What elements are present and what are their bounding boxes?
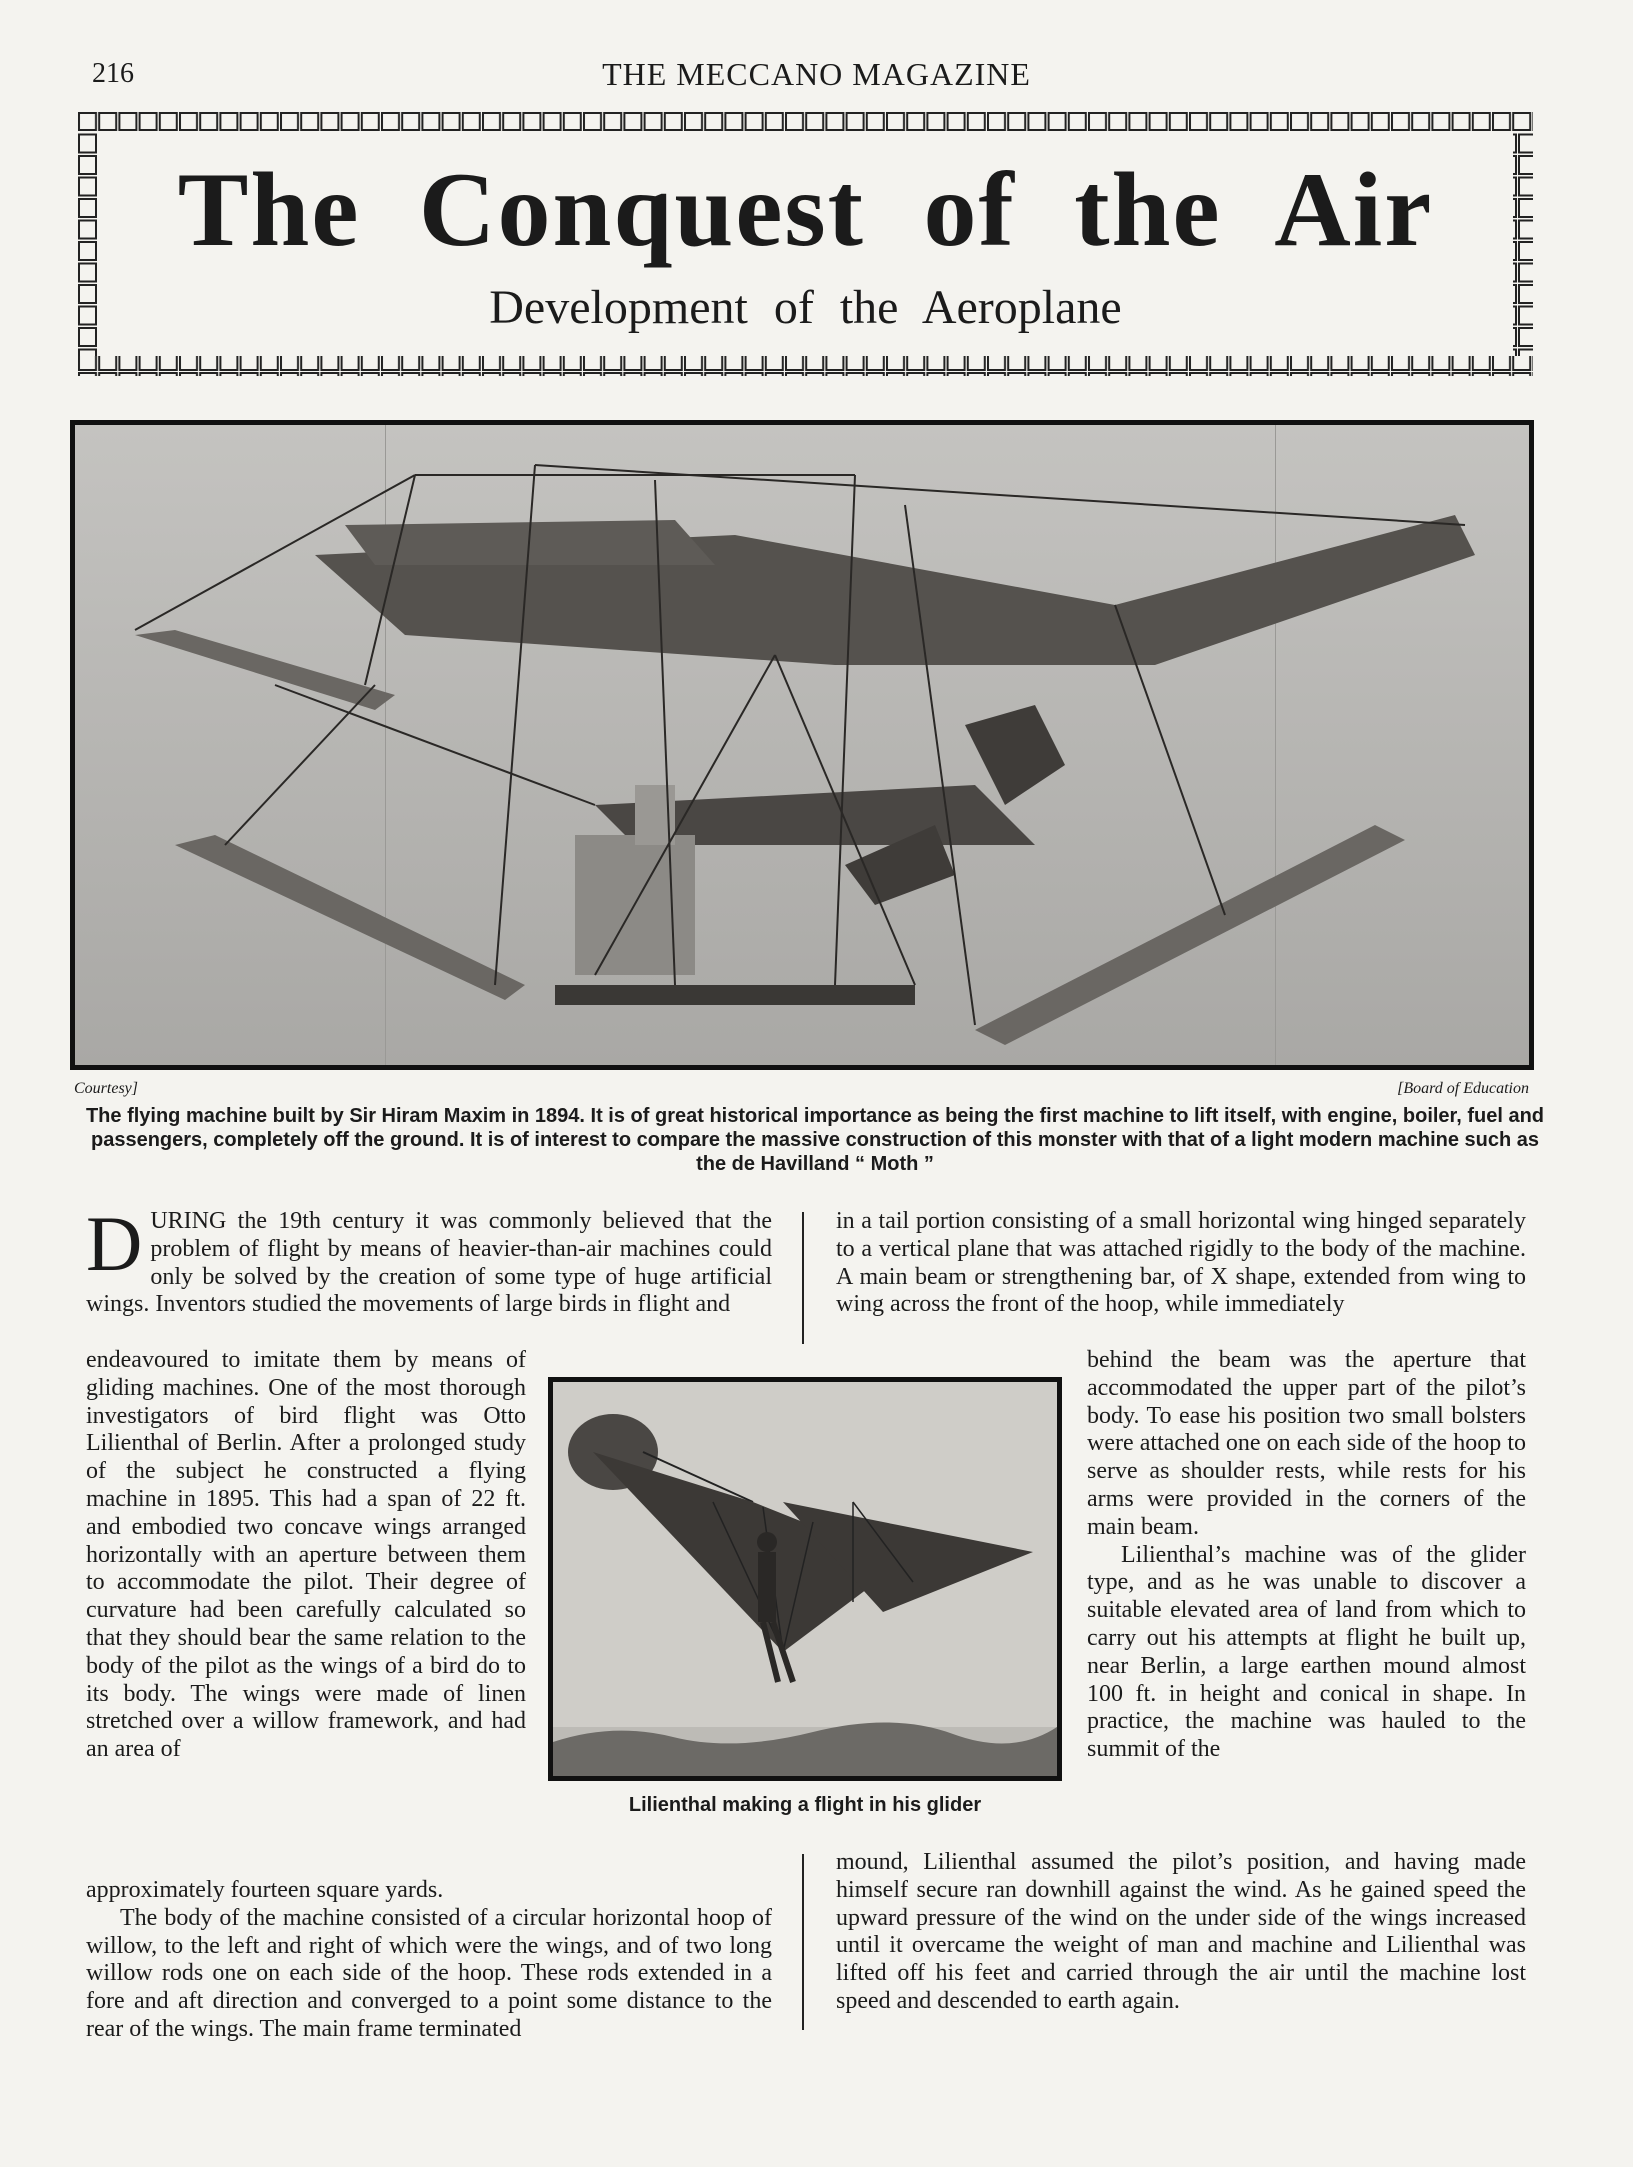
glider-figure-caption: Lilienthal making a flight in his glider [628, 1794, 982, 1816]
body-paragraph: The body of the machine consisted of a circular horizontal hoop of willow, to the left and right of which were the wings, and of two long willow rods one on each side of the hoop. These rods extended in a fore and aft direction and converged to a point some distance to the rear of the wings. The main frame terminated [86, 1904, 772, 2042]
main-figure-caption: The flying machine built by Sir Hiram Maxim in 1894. It is of great historical importance as being the first machine to lift itself, with engine, boiler, fuel and passengers, completely off the ground. It is of interest to compare the massive construction of this monster with that of a light modern machine such as the de Havilland “ Moth ” [85, 1105, 1545, 1175]
body-column-left-bottom [86, 1877, 772, 2044]
body-paragraph: mound, Lilienthal assumed the pilot’s position, and having made himself secure ran downhill against the wind. As he gained speed the upward pressure of the wind on the under side of the wings increased until it overcame the weight of man and machine and Lilienthal was lifted off his feet and carried through the air until the machine lost speed and descended to earth again. [836, 1849, 1526, 2014]
body-column-left-top [86, 1200, 772, 1319]
title-box [78, 112, 1533, 376]
maxim-flying-machine-photo [70, 420, 1534, 1070]
body-paragraph: approximately fourteen square yards. [86, 1877, 444, 1903]
photo-credit-right: [Board of Education [1397, 1080, 1529, 1097]
photo-credit-left: Courtesy] [74, 1080, 138, 1097]
body-paragraph: endeavoured to imitate them by means of gliding machines. One of the most thorough investigators of bird flight was Otto Lilienthal of Berlin. After a prolonged study of the subject he constructed a flying machine in 1895. This had a span of 22 ft. and embodied two concave wings arranged horizontally with an aperture between them to accommodate the pilot. Their degree of curvature had been carefully calculated so that they should bear the same relation to the body of the pilot as the wings of a bird do to its body. The wings were made of linen stretched over a willow framework, and had an area of [86, 1347, 526, 1763]
column-divider [802, 1212, 804, 1344]
article-subtitle: Development of the Aeroplane [489, 281, 1122, 334]
page-number: 216 [92, 58, 134, 89]
article-title: The Conquest of the Air [177, 151, 1434, 268]
body-paragraph: behind the beam was the aperture that accommodated the upper part of the pilot’s body. To ease his position two small bolsters were attached one on each side of the hoop to serve as shoulder rests, while rests for his arms were provided in the corners of the main beam. [1087, 1347, 1526, 1540]
body-paragraph: URING the 19th century it was commonly believed that the problem of flight by means of heavier-than-air machines could only be solved by the creation of some type of huge artificial wings. Inventors studied the movements of large birds in flight and [86, 1208, 772, 1318]
body-column-left-wrap [86, 1347, 526, 1764]
lilienthal-glider-photo [548, 1377, 1062, 1781]
drop-cap: D [86, 1200, 143, 1287]
body-column-right-bottom [836, 1849, 1526, 2016]
magazine-title: THE MECCANO MAGAZINE [602, 56, 1031, 92]
body-paragraph: in a tail portion consisting of a small horizontal wing hinged separately to a vertical plane that was attached rigidly to the body of the machine. A main beam or strengthening bar, of X shape, extended from wing to wing across the front of the hoop, while immediately [836, 1208, 1526, 1318]
body-column-right-wrap [1087, 1347, 1526, 1764]
body-column-right-top [836, 1208, 1526, 1319]
body-paragraph: Lilienthal’s machine was of the glider type, and as he was unable to discover a suitable elevated area of land from which to carry out his attempts at flight he built up, near Berlin, a large earthen mound almost 100 ft. in height and conical in shape. In practice, the machine was hauled to the summit of the [1087, 1541, 1526, 1763]
column-divider [802, 1854, 804, 2030]
